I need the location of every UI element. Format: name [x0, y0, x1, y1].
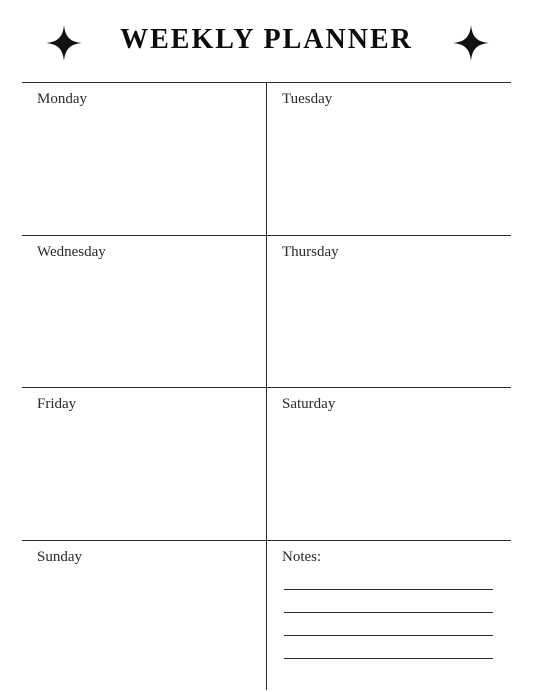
- day-label: Tuesday: [282, 91, 333, 107]
- day-label: Wednesday: [37, 244, 106, 260]
- notes-cell[interactable]: [267, 540, 511, 690]
- four-point-star-icon: [453, 25, 489, 61]
- notes-line[interactable]: [284, 658, 493, 659]
- day-label: Sunday: [37, 549, 82, 565]
- page-title: WEEKLY PLANNER: [120, 24, 413, 55]
- notes-line[interactable]: [284, 612, 493, 613]
- notes-label: Notes:: [282, 549, 322, 565]
- day-cell-wednesday[interactable]: [22, 235, 266, 387]
- day-label: Friday: [37, 396, 77, 412]
- page-header: [0, 0, 533, 82]
- day-label: Monday: [37, 91, 87, 107]
- day-cell-thursday[interactable]: [267, 235, 511, 387]
- day-cell-saturday[interactable]: [267, 387, 511, 539]
- day-cell-sunday[interactable]: [22, 540, 266, 692]
- day-cell-tuesday[interactable]: [267, 82, 511, 234]
- day-label: Saturday: [282, 396, 336, 412]
- notes-line[interactable]: [284, 635, 493, 636]
- day-cell-friday[interactable]: [22, 387, 266, 539]
- notes-line[interactable]: [284, 589, 493, 590]
- day-label: Thursday: [282, 244, 339, 260]
- day-cell-monday[interactable]: [22, 82, 266, 234]
- planner-grid: [22, 82, 511, 690]
